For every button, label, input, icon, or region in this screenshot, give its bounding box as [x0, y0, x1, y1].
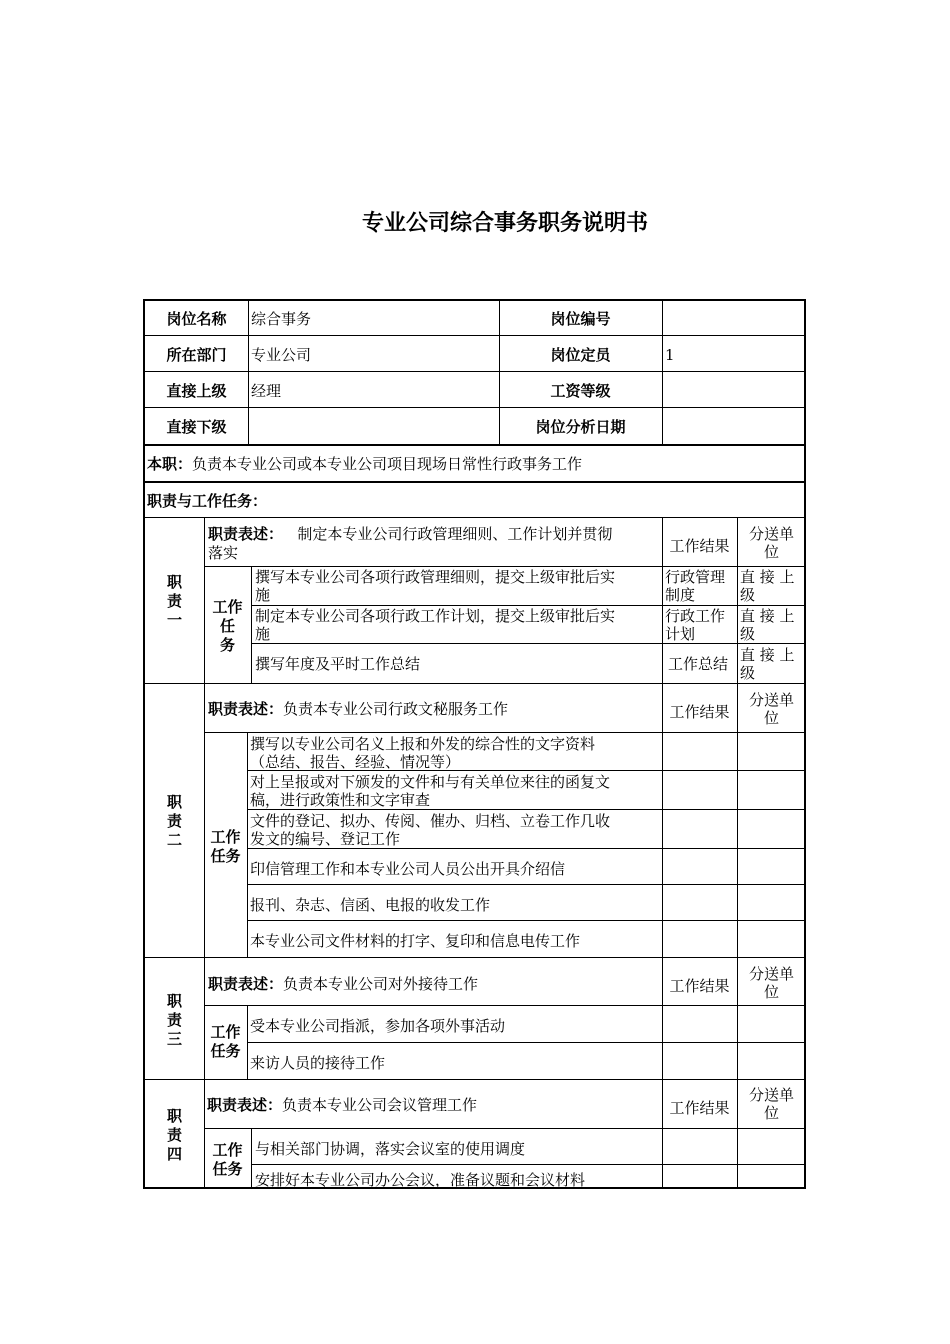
duty-1-task-1-result: 行政管理 制度	[665, 568, 726, 604]
superior-label: 直接上级	[166, 382, 227, 400]
duty-4-name: 职 责 四	[166, 1107, 182, 1163]
duty-1-task-3-send: 直 接 上 级	[740, 646, 795, 682]
duty-1-result-header: 工作结果	[669, 537, 730, 555]
duty-3-name: 职 责 三	[166, 992, 182, 1048]
duty-1-task-2: 制定本专业公司各项行政工作计划，提交上级审批后实 施	[255, 607, 616, 643]
duty-1-task-3-result: 工作总结	[668, 655, 729, 673]
duty-row	[147, 455, 582, 473]
duty-2-task-label: 工作 任务	[210, 828, 241, 865]
duty-2-task-3: 文件的登记、拟办、传阅、催办、归档、立卷工作几收 发文的编号、登记工作	[250, 812, 611, 848]
duty-2-statement: 职责表述：负责本专业公司行政文秘服务工作	[208, 700, 509, 718]
duty-4-task-label: 工作 任务	[212, 1141, 243, 1178]
duty-3-task-2: 来访人员的接待工作	[250, 1054, 386, 1072]
duty-1-task-2-send: 直 接 上 级	[740, 607, 795, 643]
subordinate-label: 直接下级	[166, 418, 227, 436]
duty-2-task-1: 撰写以专业公司名义上报和外发的综合性的文字资料 （总结、报告、经验、情况等）	[250, 735, 596, 771]
post-name-value: 综合事务	[251, 310, 312, 328]
quota-label: 岗位定员	[550, 346, 611, 364]
superior-value: 经理	[251, 382, 282, 400]
duty-3-task-1: 受本专业公司指派，参加各项外事活动	[250, 1017, 506, 1035]
duty-2-name: 职 责 二	[166, 793, 182, 849]
section-label: 职责与工作任务：	[147, 492, 268, 510]
post-no-label: 岗位编号	[550, 310, 611, 328]
duty-1-statement-line2: 落实	[208, 544, 239, 562]
duty-2-task-5: 报刊、杂志、信函、电报的收发工作	[250, 896, 491, 914]
duty-2-task-2: 对上呈报或对下颁发的文件和与有关单位来往的函复文 稿，进行政策性和文字审查	[250, 773, 611, 809]
duty-2-task-4: 印信管理工作和本专业公司人员公出开具介绍信	[250, 860, 566, 878]
duty-2-result-header: 工作结果	[669, 703, 730, 721]
analysis-date-label: 岗位分析日期	[535, 418, 626, 436]
duty-3-send-header: 分送单 位	[748, 965, 794, 1001]
duty-4-task-1: 与相关部门协调，落实会议室的使用调度	[255, 1140, 526, 1158]
quota-value: 1	[665, 346, 675, 364]
dept-label: 所在部门	[166, 346, 227, 364]
job-description-table	[143, 299, 806, 1189]
duty-text: 负责本专业公司或本专业公司项目现场日常性行政事务工作	[192, 455, 583, 473]
wage-label: 工资等级	[550, 382, 611, 400]
duty-1-task-label: 工作 任 务	[212, 598, 243, 654]
duty-1-task-2-result: 行政工作 计划	[665, 607, 726, 643]
duty-1-task-1: 撰写本专业公司各项行政管理细则，提交上级审批后实 施	[255, 568, 616, 604]
duty-3-statement: 职责表述：负责本专业公司对外接待工作	[208, 975, 479, 993]
duty-3-result-header: 工作结果	[669, 977, 730, 995]
duty-1-task-3: 撰写年度及平时工作总结	[255, 655, 421, 673]
duty-1-task-1-send: 直 接 上 级	[740, 568, 795, 604]
duty-4-send-header: 分送单 位	[748, 1086, 794, 1122]
duty-4-task-2: 安排好本专业公司办公会议，准备议题和会议材料	[255, 1171, 586, 1189]
duty-4-statement: 职责表述：负责本专业公司会议管理工作	[207, 1096, 478, 1114]
post-name-label: 岗位名称	[166, 310, 227, 328]
duty-1-name: 职 责 一	[166, 573, 182, 629]
duty-4-result-header: 工作结果	[669, 1099, 730, 1117]
document-title: 专业公司综合事务职务说明书	[361, 211, 648, 236]
duty-label: 本职：	[147, 455, 193, 473]
duty-2-task-6: 本专业公司文件材料的打字、复印和信息电传工作	[250, 932, 581, 950]
duty-1-send-header: 分送单 位	[748, 525, 794, 561]
duty-3-task-label: 工作 任务	[210, 1023, 241, 1060]
duty-1-statement: 职责表述： 制定本专业公司行政管理细则、工作计划并贯彻	[208, 525, 613, 543]
duty-2-send-header: 分送单 位	[748, 691, 794, 727]
dept-value: 专业公司	[251, 346, 312, 364]
